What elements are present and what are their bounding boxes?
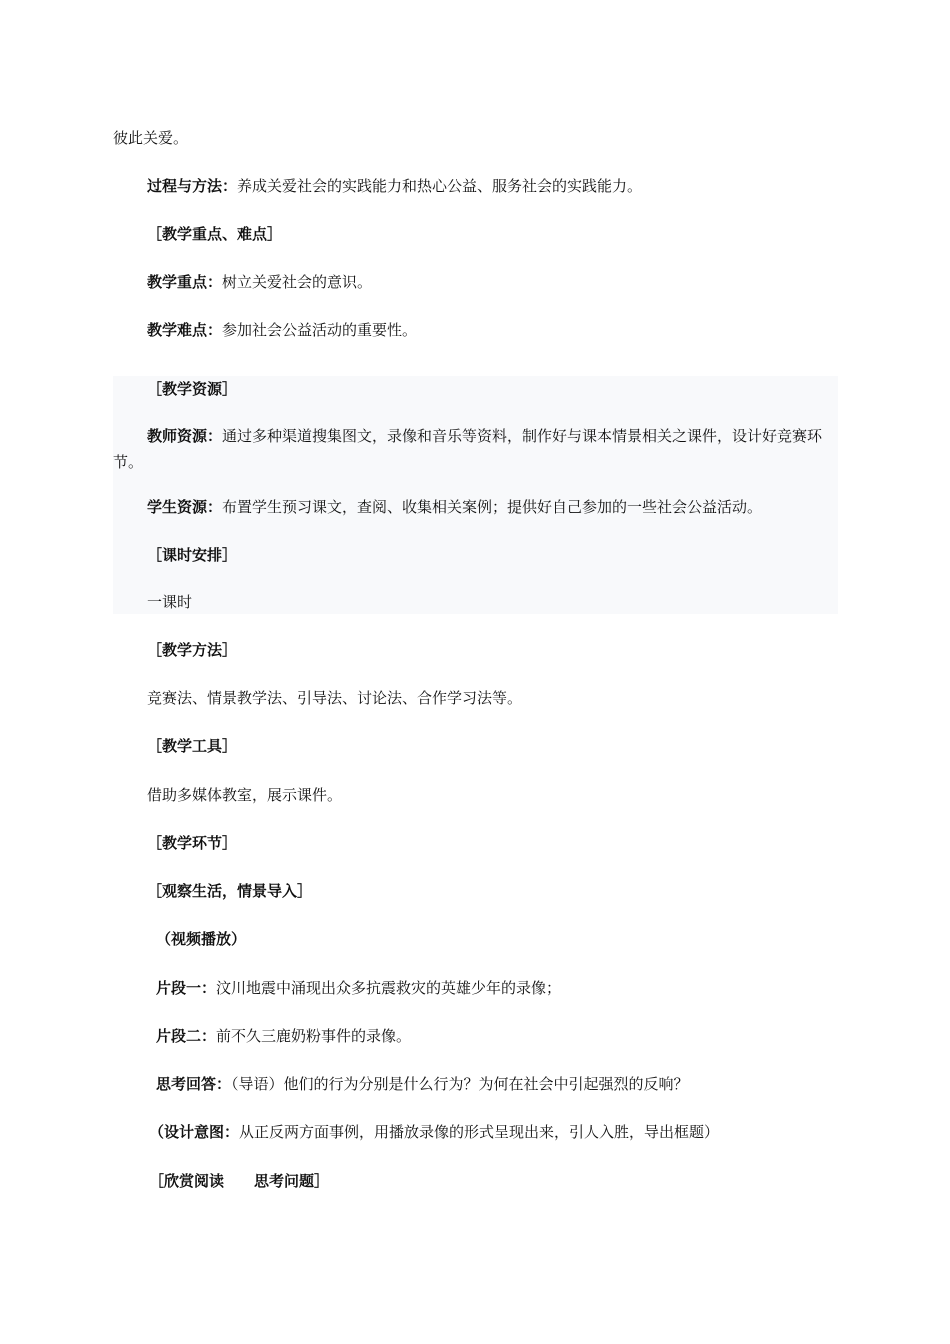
paragraph-difficult-point (147, 320, 417, 340)
process-method-text: 养成关爱社会的实践能力和热心公益、服务社会的实践能力。 (237, 177, 643, 195)
clip-one-label: 片段一： (156, 979, 217, 997)
heading-appreciate-reading: ［欣赏阅读 思考问题］ (149, 1172, 330, 1190)
think-answer-text: （导语）他们的行为分别是什么行为？为何在社会中引起强烈的反响？ (231, 1075, 689, 1093)
clip-one-text: 汶川地震中涌现出众多抗震救灾的英雄少年的录像； (216, 979, 562, 997)
heading-schedule: ［课时安排］ (147, 546, 238, 564)
process-method-label: 过程与方法： (147, 177, 238, 195)
heading-resources: ［教学资源］ (147, 380, 238, 398)
paragraph-process-method (147, 176, 642, 196)
paragraph-schedule: 一课时 (147, 593, 193, 611)
design-intent-label: （设计意图： (149, 1123, 240, 1141)
key-point-text: 树立关爱社会的意识。 (222, 273, 373, 291)
paragraph-clip-one (156, 978, 561, 998)
paragraph-previous: 彼此关爱。 (113, 129, 189, 147)
paragraph-student-resources (147, 497, 762, 517)
student-resources-text: 布置学生预习课文，查阅、收集相关案例；提供好自己参加的一些社会公益活动。 (222, 498, 763, 516)
difficult-point-label: 教学难点： (147, 321, 223, 339)
student-resources-label: 学生资源： (147, 498, 223, 516)
paragraph-method: 竞赛法、情景教学法、引导法、讨论法、合作学习法等。 (147, 689, 523, 707)
paragraph-key-point (147, 272, 372, 292)
shaded-block (113, 376, 838, 614)
clip-two-label: 片段二： (156, 1027, 217, 1045)
paragraph-think-answer (156, 1074, 689, 1094)
think-answer-label: 思考回答： (156, 1075, 232, 1093)
key-point-label: 教学重点： (147, 273, 223, 291)
paragraph-clip-two (156, 1026, 411, 1046)
clip-two-text: 前不久三鹿奶粉事件的录像。 (216, 1027, 412, 1045)
paragraph-teacher-resources (113, 423, 835, 475)
difficult-point-text: 参加社会公益活动的重要性。 (222, 321, 418, 339)
paragraph-tools: 借助多媒体教室，展示课件。 (147, 786, 343, 804)
teacher-resources-label: 教师资源： (147, 427, 223, 445)
teacher-resources-text: 通过多种渠道搜集图文，录像和音乐等资料，制作好与课本情景相关之课件，设计好竞赛环节。 (113, 427, 823, 471)
heading-tools: ［教学工具］ (147, 737, 238, 755)
heading-steps: ［教学环节］ (147, 834, 238, 852)
heading-video: （视频播放） (156, 930, 247, 948)
heading-method: ［教学方法］ (147, 641, 238, 659)
heading-observe: ［观察生活，情景导入］ (147, 882, 313, 900)
heading-key-difficult: ［教学重点、难点］ (147, 225, 283, 243)
paragraph-design-intent (149, 1122, 719, 1142)
design-intent-text: 从正反两方面事例，用播放录像的形式呈现出来，引人入胜，导出框题） (239, 1123, 720, 1141)
